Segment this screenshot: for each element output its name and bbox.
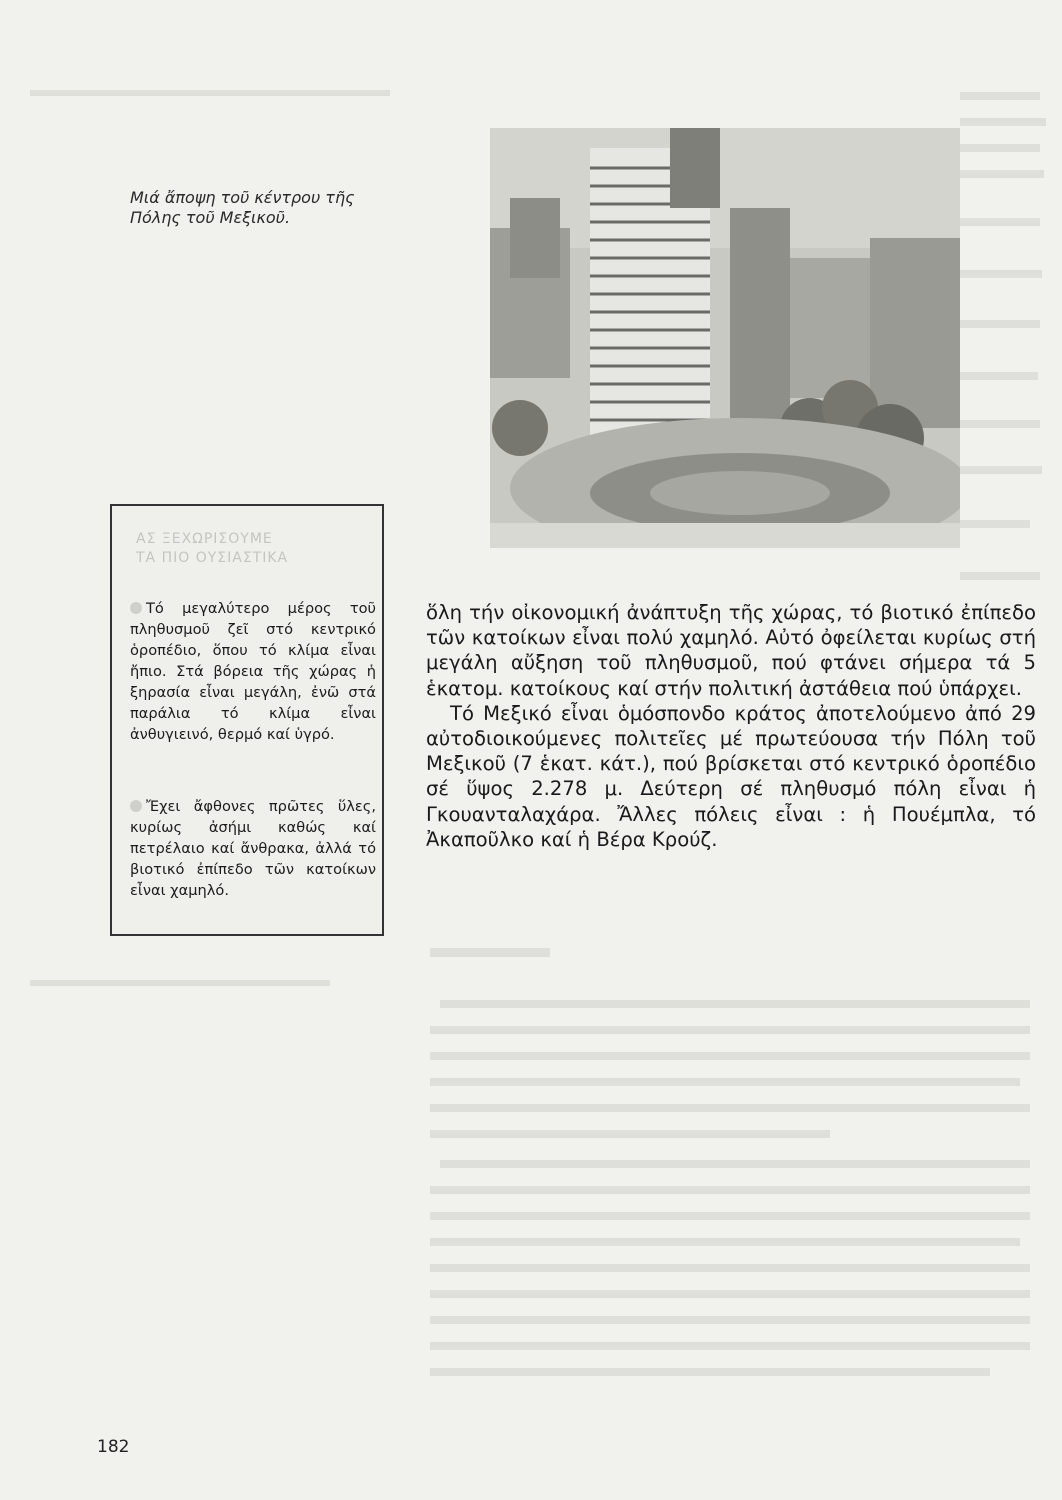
page-number: 182 [97, 1437, 130, 1457]
city-photo [490, 128, 960, 548]
summary-point-2-text: Ἔχει ἄφθονες πρῶτες ὕλες, κυρίως ἀσήμι καθώς καί πετρέλαιο καί ἄνθρακα, ἀλλά τό βιοτικό ἐπίπεδο τῶν κατοίκων εἶναι χαμηλό. [130, 798, 376, 899]
summary-point-1-text: Τό μεγαλύτερο μέρος τοῦ πληθυσμοῦ ζεῖ στό κεντρικό ὁροπέδιο, ὅπου τό κλίμα εἶναι ἤπιο. Στά βόρεια τῆς χώρας ἡ ξηρασία εἶναι μεγάλη, ἐνῶ στά παράλια τό κλίμα εἶναι ἀνθυγιεινό, θερμό καί ὑγρό. [130, 600, 376, 743]
bullet-icon [130, 602, 142, 614]
main-paragraph-1: ὅλη τήν οἰκονομική ἀνάπτυξη τῆς χώρας, τό βιοτικό ἐπίπεδο τῶν κατοίκων εἶναι πολύ χαμηλό. Αὐτό ὀφείλεται κυρίως στή μεγάλη αὔξηση τοῦ πληθυσμοῦ, πού φτάνει σήμερα τά 5 ἑκατομ. κατοίκους καί στήν πολιτική ἀστάθεια πού ὑπάρχει. [426, 601, 1036, 700]
main-paragraph-2: Τό Μεξικό εἶναι ὁμόσπονδο κράτος ἀποτελούμενο ἀπό 29 αὐτοδιοικούμενες πολιτεῖες μέ πρωτεύουσα τήν Πόλη τοῦ Μεξικοῦ (7 ἑκατ. κάτ.), πού βρίσκεται στό κεντρικό ὁροπέδιο σέ ὕψος 2.278 μ. Δεύτερη σέ πληθυσμό πόλη εἶναι ἡ Γκουανταλαχάρα. Ἄλλες πόλεις εἶναι : ἡ Πουέμπλα, τό Ἀκαποῦλκο καί ἡ Βέρα Κρούζ. [426, 701, 1036, 851]
summary-title-line-2: ΤΑ ΠΙΟ ΟΥΣΙΑΣΤΙΚΑ [136, 550, 289, 566]
summary-title-line-1: ΑΣ ΞΕΧΩΡΙΣΟΥΜΕ [136, 531, 273, 547]
summary-point-2 [130, 796, 376, 901]
photo-caption: Μιά ἄποψη τοῦ κέντρου τῆς Πόλης τοῦ Μεξικοῦ. [130, 188, 355, 227]
summary-box-title [136, 530, 288, 568]
summary-box [110, 504, 384, 936]
main-text [426, 600, 1036, 852]
summary-point-1 [130, 598, 376, 745]
mexico-city-photo-illustration [490, 128, 960, 548]
bullet-icon [130, 800, 142, 812]
